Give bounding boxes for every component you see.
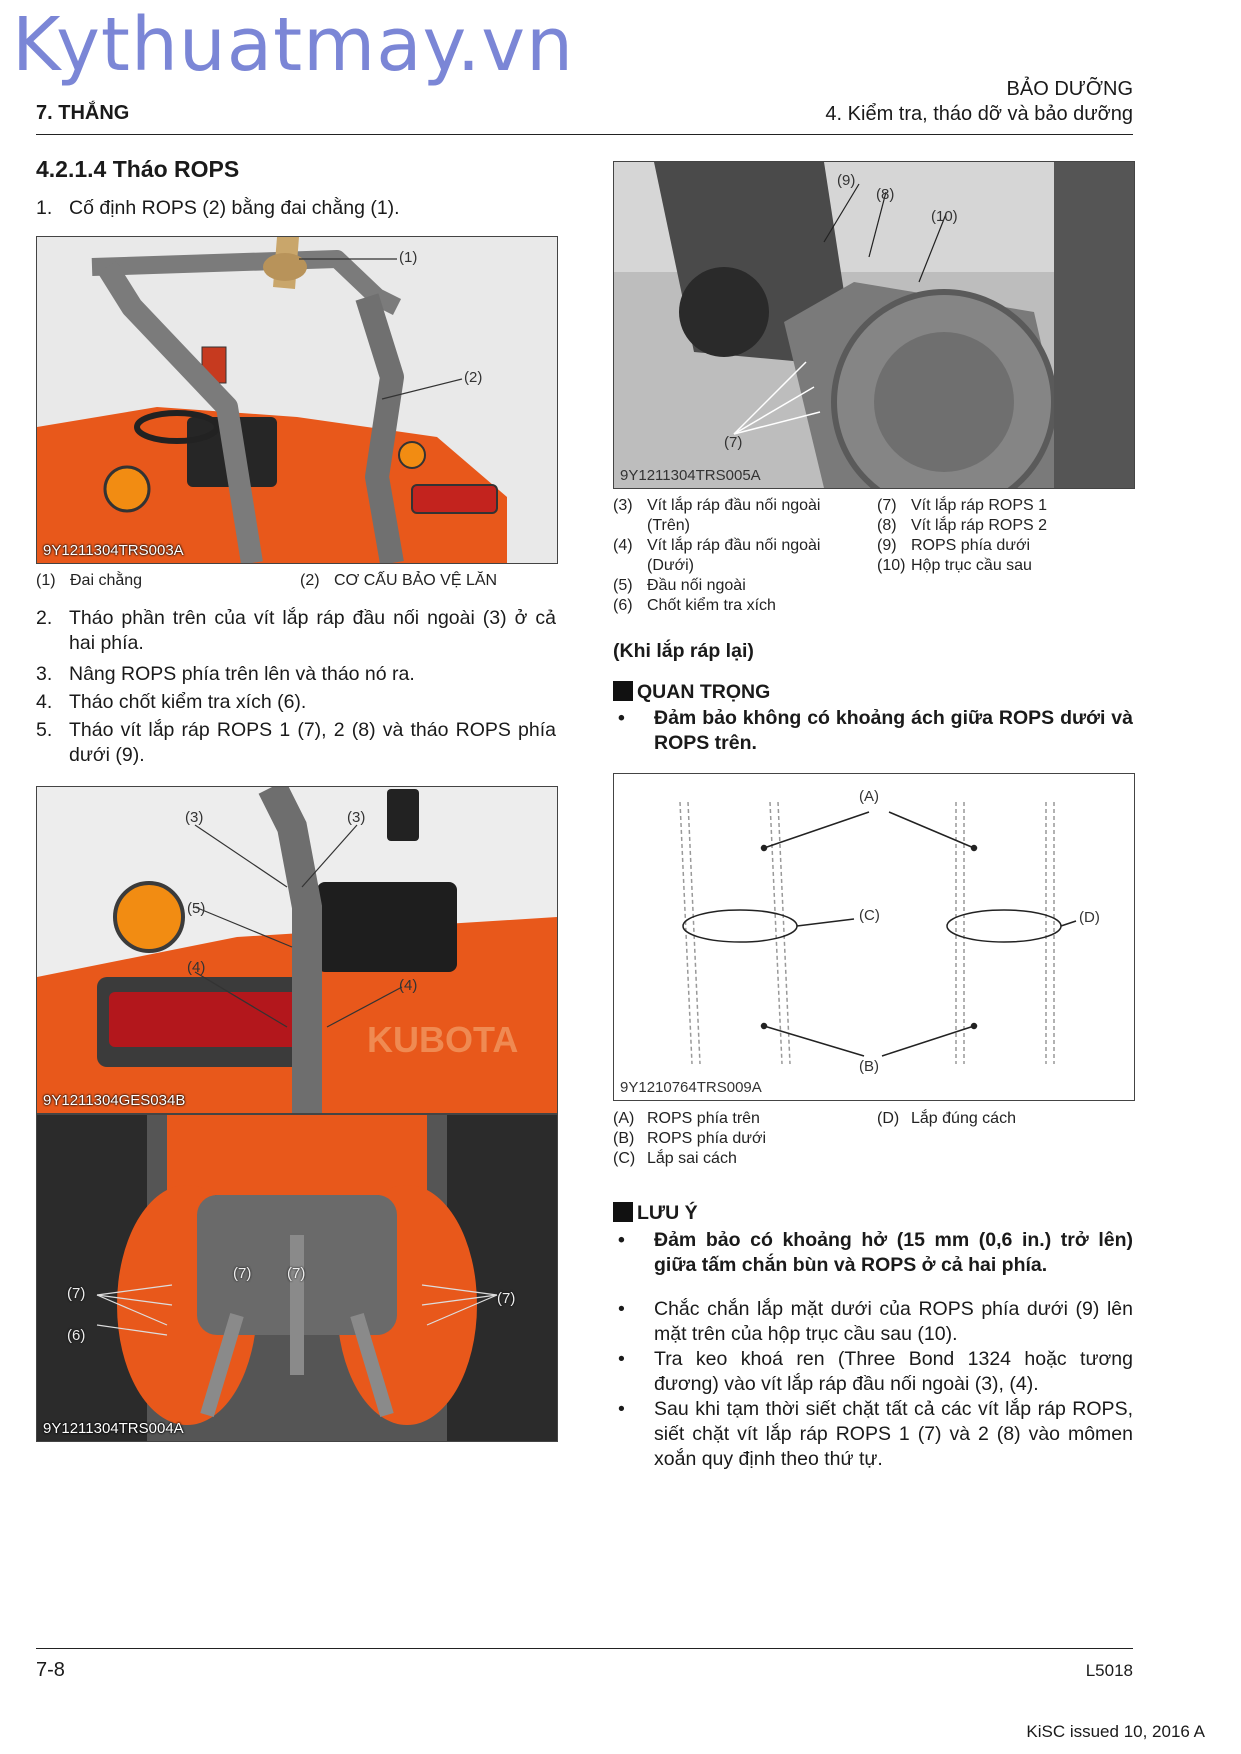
note-text: Đảm bảo có khoảng hở (15 mm (0,6 in.) trở lên) giữa tấm chắn bùn và ROPS ở cả hai phía. — [654, 1229, 1133, 1276]
step-text: Cố định ROPS (2) bằng đai chằng (1). — [69, 197, 400, 219]
caption-id: (4) — [613, 537, 633, 554]
section-title: 4.2.1.4 Tháo ROPS — [36, 156, 240, 182]
caption-5 — [613, 576, 873, 596]
kubota-brand: KUBOTA — [367, 1019, 519, 1060]
caption-id: (C) — [613, 1150, 636, 1167]
caption-text: Vít lắp ráp đầu nối ngoài — [647, 537, 821, 554]
caption-text: Đai chằng — [70, 572, 143, 589]
page-number: 7-8 — [36, 1659, 65, 1681]
callout-a: (A) — [859, 788, 879, 805]
model-code: L5018 — [1085, 1661, 1133, 1680]
caption-id: (7) — [877, 497, 897, 514]
bullet-icon: • — [618, 1348, 625, 1370]
caption-id: (B) — [613, 1130, 635, 1147]
callout-7-inner-right: (7) — [287, 1265, 306, 1282]
rops-fender-illustration — [37, 787, 557, 1113]
caption-id: (3) — [613, 497, 633, 514]
callout-7-outer-right: (7) — [497, 1290, 516, 1307]
bullet-icon: • — [618, 1398, 625, 1420]
caption-9 — [877, 536, 1031, 556]
caption-text: Hộp trục cầu sau — [911, 557, 1032, 574]
caption-id: (8) — [877, 517, 897, 534]
figure-code: 9Y1211304TRS005A — [620, 467, 761, 484]
caption-text: Vít lắp ráp ROPS 1 — [911, 497, 1048, 514]
bullet-2 — [618, 1347, 1133, 1399]
bullet-text: Sau khi tạm thời siết chặt tất cả các vít lắp ráp ROPS, siết chặt vít lắp ráp ROPS 1 (7) và 2 (8) vào mômen xoắn quy định theo thứ tự. — [654, 1398, 1133, 1470]
reassembly-heading: (Khi lắp ráp lại) — [613, 640, 754, 662]
caption-text: Vít lắp ráp đầu nối ngoài — [647, 497, 821, 514]
step-5 — [36, 718, 556, 770]
caption-text: Vít lắp ráp ROPS 2 — [911, 517, 1048, 534]
step-1 — [36, 196, 556, 222]
caption-text-cont: (Dưới) — [647, 557, 694, 574]
caption-text: Lắp đúng cách — [911, 1110, 1016, 1127]
caption-text: Chốt kiểm tra xích — [647, 597, 776, 614]
caption-1 — [36, 571, 143, 591]
step-text: Tháo chốt kiểm tra xích (6). — [69, 691, 307, 713]
figure-rops-strap — [36, 236, 558, 564]
chapter-title: 7. THẮNG — [36, 102, 130, 124]
figure-code: 9Y1210764TRS009A — [620, 1079, 762, 1096]
step-3 — [36, 662, 556, 688]
bullet-1 — [618, 1297, 1133, 1349]
bullet-text: Chắc chắn lắp mặt dưới của ROPS phía dưới (9) lên mặt trên của hộp trục cầu sau (10). — [654, 1298, 1133, 1345]
step-text: Tháo phần trên của vít lắp ráp đầu nối ngoài (3) ở cả hai phía. — [69, 607, 556, 654]
important-heading — [613, 681, 770, 704]
step-number: 1. — [36, 197, 53, 219]
callout-c: (C) — [859, 907, 880, 924]
alignment-diagram — [614, 774, 1134, 1100]
callout-3-right: (3) — [347, 809, 366, 826]
callout-4-left: (4) — [187, 959, 206, 976]
caption-10 — [877, 556, 1032, 576]
watermark: Kythuatmay.vn — [12, 2, 575, 88]
note-bullet — [618, 1228, 1133, 1280]
figure-code: 9Y1211304TRS003A — [43, 542, 184, 559]
caption-id: (1) — [36, 572, 56, 589]
caption-d — [877, 1109, 1016, 1129]
caption-text: ROPS phía dưới — [647, 1130, 767, 1147]
caption-id: (5) — [613, 577, 633, 594]
note-label: LƯU Ý — [637, 1202, 698, 1224]
caption-id: (10) — [877, 557, 906, 574]
step-text: Tháo vít lắp ráp ROPS 1 (7), 2 (8) và tháo ROPS phía dưới (9). — [69, 719, 556, 766]
caption-3 — [613, 496, 873, 536]
caption-text-cont: (Trên) — [647, 517, 690, 534]
important-bullet — [618, 706, 1133, 758]
note-heading — [613, 1202, 698, 1225]
important-label: QUAN TRỌNG — [637, 681, 771, 703]
callout-4-right: (4) — [399, 977, 418, 994]
callout-8: (8) — [876, 186, 895, 203]
callout-5: (5) — [187, 900, 206, 917]
bullet-text: Tra keo khoá ren (Three Bond 1324 hoặc tương đương) vào vít lắp ráp đầu nối ngoài (3), (4). — [654, 1348, 1133, 1395]
bullet-icon: • — [618, 1298, 625, 1320]
bullet-icon: • — [618, 1229, 625, 1251]
important-text: Đảm bảo không có khoảng ách giữa ROPS dưới và ROPS trên. — [654, 707, 1133, 754]
square-icon — [613, 1202, 633, 1222]
footer-rule — [36, 1648, 1133, 1649]
issue-info: KiSC issued 10, 2016 A — [1026, 1722, 1205, 1741]
callout-d: (D) — [1079, 909, 1100, 926]
figure-rear-axle — [613, 161, 1135, 489]
figure-alignment-diagram — [613, 773, 1135, 1101]
callout-b: (B) — [859, 1058, 879, 1075]
figure-rear-hitch — [36, 1114, 558, 1442]
bullet-3 — [618, 1397, 1133, 1475]
caption-8 — [877, 516, 1048, 536]
callout-7: (7) — [724, 434, 743, 451]
caption-4 — [613, 536, 873, 576]
header-rule — [36, 134, 1133, 135]
caption-text: Lắp sai cách — [647, 1150, 737, 1167]
caption-b — [613, 1129, 767, 1149]
figure-rops-fender — [36, 786, 558, 1114]
callout-7-outer-left: (7) — [67, 1285, 86, 1302]
callout-9: (9) — [837, 172, 856, 189]
callout-1: (1) — [399, 249, 418, 266]
caption-id: (D) — [877, 1110, 900, 1127]
step-4 — [36, 690, 556, 716]
section-name: BẢO DƯỠNG — [1006, 78, 1133, 100]
step-number: 5. — [36, 719, 53, 741]
callout-6: (6) — [67, 1327, 86, 1344]
caption-2 — [300, 571, 498, 591]
subsection-name: 4. Kiểm tra, tháo dỡ và bảo dưỡng — [825, 103, 1133, 125]
rear-axle-illustration — [614, 162, 1134, 488]
caption-id: (A) — [613, 1110, 635, 1127]
callout-2: (2) — [464, 369, 483, 386]
caption-text: CƠ CẤU BẢO VỆ LĂN — [334, 572, 498, 589]
figure-code: 9Y1211304GES034B — [43, 1092, 186, 1109]
caption-text: Đầu nối ngoài — [647, 577, 746, 594]
caption-id: (9) — [877, 537, 897, 554]
step-2 — [36, 606, 556, 658]
caption-6 — [613, 596, 873, 616]
callout-7-inner-left: (7) — [233, 1265, 252, 1282]
step-text: Nâng ROPS phía trên lên và tháo nó ra. — [69, 663, 415, 685]
caption-7 — [877, 496, 1048, 516]
caption-c — [613, 1149, 737, 1169]
callout-10: (10) — [931, 208, 958, 225]
step-number: 4. — [36, 691, 53, 713]
callout-3-left: (3) — [185, 809, 204, 826]
caption-a — [613, 1109, 760, 1129]
rops-strap-illustration — [37, 237, 557, 563]
caption-text: ROPS phía trên — [647, 1110, 760, 1127]
figure-code: 9Y1211304TRS004A — [43, 1420, 184, 1437]
bullet-icon: • — [618, 707, 625, 729]
step-number: 2. — [36, 607, 53, 629]
step-number: 3. — [36, 663, 53, 685]
caption-id: (2) — [300, 572, 320, 589]
caption-id: (6) — [613, 597, 633, 614]
square-icon — [613, 681, 633, 701]
caption-text: ROPS phía dưới — [911, 537, 1031, 554]
